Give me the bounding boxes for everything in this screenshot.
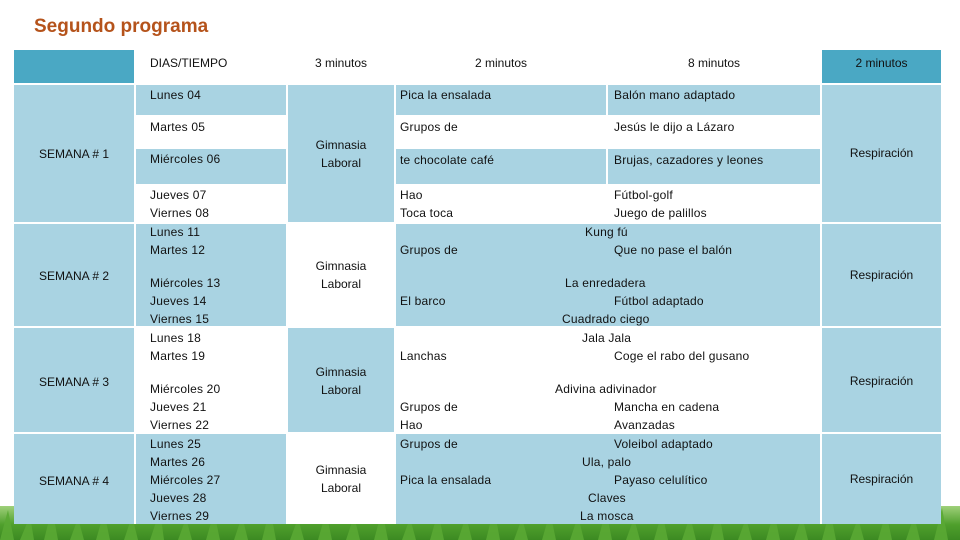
- eight-min-activity: Mancha en cadena: [614, 400, 720, 414]
- day-label: Miércoles 13: [150, 276, 221, 290]
- two-min-activity: Grupos de: [400, 400, 458, 414]
- day-label: Martes 05: [150, 120, 206, 134]
- day-label: Jueves 28: [150, 491, 207, 505]
- eight-min-activity: Fútbol-golf: [614, 188, 673, 202]
- day-label: Lunes 25: [150, 437, 201, 451]
- week-1-cell: [14, 85, 134, 222]
- two-min-activity: El barco: [400, 294, 446, 308]
- eight-min-activity: Que no pase el balón: [614, 243, 733, 257]
- week-2-label: SEMANA # 2: [38, 269, 110, 283]
- eight-min-activity: La enredadera: [565, 276, 646, 290]
- header-8min-label: 8 minutos: [687, 56, 741, 70]
- eight-min-activity: Jesús le dijo a Lázaro: [614, 120, 735, 134]
- cooldown-cell-week-1: [822, 85, 941, 222]
- day-label: Viernes 29: [150, 509, 210, 523]
- header-2min-label: 2 minutos: [474, 56, 528, 70]
- cooldown-label: Respiración: [849, 146, 914, 160]
- eight-min-activity: Cuadrado ciego: [562, 312, 650, 326]
- eight-min-activity: Adivina adivinador: [555, 382, 657, 396]
- activity-row-bg: [396, 117, 820, 147]
- eight-min-activity: Ula, palo: [582, 455, 632, 469]
- eight-min-activity: Brujas, cazadores y leones: [614, 153, 764, 167]
- header-corner-cell: [14, 50, 134, 83]
- header-8min: [608, 50, 820, 83]
- warmup-label: Gimnasia Laboral: [315, 259, 367, 291]
- day-label: Miércoles 06: [150, 152, 221, 166]
- eight-min-activity: Voleibol adaptado: [614, 437, 713, 451]
- day-label: Jueves 07: [150, 188, 207, 202]
- two-min-activity: Hao: [400, 418, 423, 432]
- week-1-label: SEMANA # 1: [38, 147, 110, 161]
- header-days-label: DIAS/TIEMPO: [150, 56, 228, 70]
- day-label: Martes 26: [150, 455, 206, 469]
- day-label: Miércoles 20: [150, 382, 221, 396]
- day-label: Miércoles 27: [150, 473, 221, 487]
- week-4-label: SEMANA # 4: [38, 474, 110, 488]
- eight-min-activity: Fútbol adaptado: [614, 294, 704, 308]
- week-3-cell: [14, 328, 134, 432]
- column-divider: [606, 85, 608, 222]
- warmup-cell-week-3: [288, 328, 394, 432]
- day-label: Viernes 15: [150, 312, 210, 326]
- activity-row-bg: [396, 186, 820, 222]
- eight-min-activity: Jala Jala: [582, 331, 632, 345]
- warmup-cell-week-1: [288, 85, 394, 222]
- two-min-activity: Grupos de: [400, 120, 458, 134]
- day-label: Jueves 21: [150, 400, 207, 414]
- cooldown-cell-week-4: [822, 434, 941, 524]
- week-3-label: SEMANA # 3: [38, 375, 110, 389]
- eight-min-activity: La mosca: [580, 509, 634, 523]
- cooldown-label: Respiración: [849, 374, 914, 388]
- header-3min-label: 3 minutos: [314, 56, 368, 70]
- eight-min-activity: Juego de palillos: [614, 206, 707, 220]
- header-days: [136, 50, 286, 83]
- two-min-activity: Lanchas: [400, 349, 447, 363]
- day-label: Lunes 18: [150, 331, 201, 345]
- day-label: Jueves 14: [150, 294, 207, 308]
- two-min-activity: Hao: [400, 188, 423, 202]
- cooldown-cell-week-3: [822, 328, 941, 432]
- warmup-label: Gimnasia Laboral: [315, 365, 367, 397]
- eight-min-activity: Claves: [588, 491, 626, 505]
- day-label: Lunes 11: [150, 225, 201, 239]
- week-4-cell: [14, 434, 134, 524]
- eight-min-activity: Balón mano adaptado: [614, 88, 736, 102]
- two-min-activity: Toca toca: [400, 206, 454, 220]
- warmup-cell-week-2: [288, 224, 394, 326]
- slide-title: Segundo programa: [34, 16, 209, 37]
- two-min-activity: Grupos de: [400, 437, 458, 451]
- header-3min: [288, 50, 394, 83]
- header-2min: [396, 50, 606, 83]
- day-label: Viernes 22: [150, 418, 210, 432]
- week-2-cell: [14, 224, 134, 326]
- warmup-label: Gimnasia Laboral: [315, 463, 367, 495]
- cooldown-label: Respiración: [849, 472, 914, 486]
- two-min-activity: Pica la ensalada: [400, 88, 492, 102]
- header-2min-end-label: 2 minutos: [855, 56, 908, 70]
- day-label: Martes 12: [150, 243, 206, 257]
- schedule-table: [14, 50, 941, 524]
- two-min-activity: te chocolate café: [400, 153, 495, 167]
- eight-min-activity: Kung fú: [585, 225, 628, 239]
- header-2min-end: [822, 50, 941, 83]
- day-label: Lunes 04: [150, 88, 201, 102]
- cooldown-label: Respiración: [849, 268, 914, 282]
- eight-min-activity: Avanzadas: [614, 418, 675, 432]
- warmup-cell-week-4: [288, 434, 394, 524]
- warmup-label: Gimnasia Laboral: [315, 138, 367, 170]
- cooldown-cell-week-2: [822, 224, 941, 326]
- day-label: Martes 19: [150, 349, 206, 363]
- two-min-activity: Grupos de: [400, 243, 458, 257]
- day-label: Viernes 08: [150, 206, 210, 220]
- eight-min-activity: Coge el rabo del gusano: [614, 349, 750, 363]
- two-min-activity: Pica la ensalada: [400, 473, 492, 487]
- eight-min-activity: Payaso celulítico: [614, 473, 708, 487]
